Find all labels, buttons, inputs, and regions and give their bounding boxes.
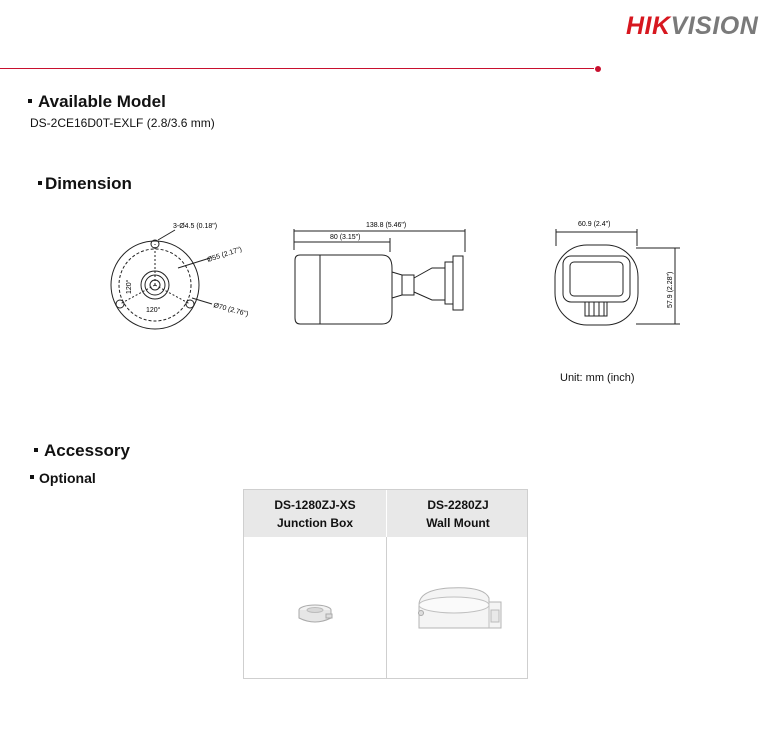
dim-d55-label: Ø55 (2.17"): [206, 246, 243, 264]
header-rule-dot: [595, 66, 601, 72]
accessory-table: [243, 489, 528, 679]
accessory-header-wall-mount: DS-2280ZJ Wall Mount: [426, 498, 490, 530]
accessory-header-junction-box: DS-1280ZJ-XS Junction Box: [274, 498, 356, 530]
unit-note: Unit: mm (inch): [560, 372, 635, 384]
hikvision-logo: HIKVISION: [626, 12, 759, 40]
bullet-icon: [34, 448, 38, 452]
header-rule: [0, 68, 594, 69]
front-view-drawing: [555, 229, 680, 325]
side-view-drawing: [294, 229, 465, 324]
dim-height-label: 57.9 (2.28"): [667, 271, 674, 308]
dim-length-body-label: 80 (3.15"): [330, 234, 361, 241]
optional-subtitle: Optional: [30, 470, 96, 486]
model-number: DS-2CE16D0T-EXLF (2.8/3.6 mm): [30, 116, 215, 130]
bullet-icon: [28, 99, 32, 103]
wall-mount-image: [409, 580, 519, 640]
section-available-model-title: Available Model: [28, 92, 166, 112]
mount-base-drawing: [111, 230, 212, 329]
dim-angle-a-label: 120°: [126, 279, 133, 294]
bullet-icon: [38, 181, 42, 185]
dim-width-label: 60.9 (2.4"): [578, 221, 611, 228]
dim-length-total-label: 138.8 (5.46"): [366, 222, 407, 229]
section-accessory-title: Accessory: [34, 441, 130, 461]
dim-holes-label: 3-Ø4.5 (0.18"): [173, 223, 218, 230]
section-dimension-title: Dimension: [38, 174, 132, 194]
dim-angle-b-label: 120°: [146, 307, 161, 314]
bullet-icon: [30, 475, 34, 479]
junction-box-image: [286, 590, 346, 630]
dim-d70-label: Ø70 (2.76"): [212, 302, 250, 319]
table-divider: [386, 537, 387, 679]
